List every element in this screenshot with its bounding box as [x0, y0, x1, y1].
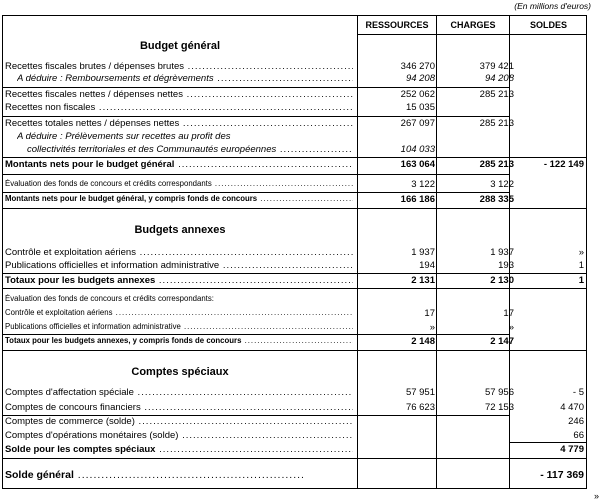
ressources-value: 94 208	[405, 73, 435, 84]
charges-value: 3 122	[490, 179, 514, 190]
soldes-value: - 122 149	[543, 159, 584, 170]
table-row	[3, 430, 587, 442]
charges-value: 288 335	[479, 194, 514, 205]
separator-line	[3, 350, 587, 351]
charges-value: 379 421	[479, 61, 514, 72]
table-row	[3, 118, 587, 130]
ressources-value: 104 033	[400, 144, 435, 155]
soldes-value: 246	[568, 416, 584, 427]
ressources-value: »	[429, 322, 435, 333]
row-label: Publications officielles et information administrative .....	[5, 322, 353, 331]
charges-value: 2 147	[490, 336, 514, 347]
row-label: Solde général .....	[5, 469, 305, 481]
row-label: Totaux pour les budgets annexes, y compris fonds de concours .....	[5, 336, 353, 345]
header-charges: CHARGES	[450, 20, 496, 30]
separator-line	[3, 334, 509, 335]
continuation-mark: »	[593, 491, 599, 501]
row-label: Recettes non fiscales .....	[5, 102, 353, 113]
row-label: A déduire : Remboursements et dégrèvements .....	[17, 73, 353, 84]
ressources-value: 166 186	[400, 194, 435, 205]
charges-value: 193	[498, 260, 514, 271]
ressources-value: 57 951	[405, 387, 435, 398]
ressources-value: 3 122	[411, 179, 435, 190]
ressources-value: 15 035	[405, 102, 435, 113]
row-label: Totaux pour les budgets annexes .....	[5, 275, 353, 286]
separator-line	[3, 87, 509, 88]
charges-value: 285 213	[479, 118, 514, 129]
section-title-comptes-speciaux: Comptes spéciaux	[131, 366, 229, 378]
row-label: Comptes de concours financiers .....	[5, 402, 353, 413]
row-label: Montants nets pour le budget général .....	[5, 159, 353, 170]
row-label: collectivités territoriales et des Communautés européennes .....	[27, 144, 353, 155]
row-label: Publications officielles et information administrative .....	[5, 260, 353, 271]
row-label: A déduire : Prélèvements sur recettes au profit des	[17, 131, 231, 142]
table-row	[3, 89, 587, 101]
charges-value: 285 213	[479, 159, 514, 170]
ressources-value: 252 062	[400, 89, 435, 100]
soldes-value: - 117 369	[540, 469, 584, 481]
separator-line	[3, 273, 587, 274]
row-label: Contrôle et exploitation aériens .....	[5, 247, 353, 258]
charges-value: 17	[503, 308, 514, 319]
section-title-budget-general: Budget général	[139, 40, 221, 52]
charges-value: 94 208	[484, 73, 514, 84]
ressources-value: 346 270	[400, 61, 435, 72]
charges-value: 72 153	[484, 402, 514, 413]
table-row	[3, 73, 587, 85]
row-label: Évaluation des fonds de concours et crédits correspondants:	[5, 294, 214, 303]
charges-value: 57 956	[484, 387, 514, 398]
unit-note: (En millions d'euros)	[514, 1, 591, 11]
table-row	[3, 144, 587, 156]
table-row	[3, 179, 587, 191]
charges-value: 285 213	[479, 89, 514, 100]
table-row	[3, 260, 587, 272]
row-label: Comptes d'affectation spéciale .....	[5, 387, 353, 398]
table-row	[3, 387, 587, 399]
table-row	[3, 416, 587, 428]
row-label: Comptes d'opérations monétaires (solde) .....	[5, 430, 353, 441]
soldes-value: 1	[578, 260, 584, 271]
charges-value: 1 937	[490, 247, 514, 258]
row-label: Recettes fiscales brutes / dépenses brutes .....	[5, 61, 353, 72]
table-row	[3, 275, 587, 287]
separator-line	[3, 157, 587, 158]
table-row	[3, 322, 587, 334]
table-row	[3, 102, 587, 114]
table-row-total	[3, 469, 587, 483]
row-label: Comptes de commerce (solde) .....	[5, 416, 353, 427]
separator-line	[3, 192, 509, 193]
ressources-value: 194	[419, 260, 435, 271]
table-row	[3, 444, 587, 456]
row-label: Évaluation des fonds de concours et crédits correspondants .....	[5, 179, 353, 188]
table-row	[3, 247, 587, 259]
header-rule	[357, 34, 587, 35]
header-soldes: SOLDES	[529, 20, 567, 30]
row-label: Solde pour les comptes spéciaux .....	[5, 444, 353, 455]
row-label: Recettes fiscales nettes / dépenses nettes .....	[5, 89, 353, 100]
header-ressources: RESSOURCES	[365, 20, 429, 30]
ressources-value: 17	[424, 308, 435, 319]
separator-line	[3, 116, 509, 117]
separator-line	[3, 174, 509, 175]
ressources-value: 76 623	[405, 402, 435, 413]
soldes-value: 4 779	[560, 444, 584, 455]
ressources-value: 163 064	[400, 159, 435, 170]
soldes-value: 1	[578, 275, 584, 286]
row-label: Contrôle et exploitation aériens .....	[5, 308, 353, 317]
table-row	[3, 308, 587, 320]
soldes-value: 4 470	[560, 402, 584, 413]
separator-line	[3, 288, 587, 289]
separator-line	[3, 458, 587, 459]
separator-line	[3, 208, 587, 209]
charges-value: »	[508, 322, 514, 333]
table-row	[3, 194, 587, 206]
section-title-budgets-annexes: Budgets annexes	[134, 224, 226, 236]
ressources-value: 2 148	[411, 336, 435, 347]
soldes-value: »	[578, 247, 584, 258]
table-row	[3, 159, 587, 171]
table-row	[3, 131, 587, 143]
table-row	[3, 61, 587, 73]
ressources-value: 1 937	[411, 247, 435, 258]
table-row	[3, 336, 587, 348]
table-row	[3, 402, 587, 414]
separator-line	[509, 442, 587, 443]
ressources-value: 2 131	[411, 275, 435, 286]
row-label: Recettes totales nettes / dépenses nettes .....	[5, 118, 353, 129]
charges-value: 2 130	[490, 275, 514, 286]
soldes-value: 66	[573, 430, 584, 441]
row-label: Montants nets pour le budget général, y compris fonds de concours .....	[5, 194, 353, 203]
soldes-value: - 5	[572, 387, 584, 398]
ressources-value: 267 097	[400, 118, 435, 129]
table-row	[3, 294, 587, 306]
